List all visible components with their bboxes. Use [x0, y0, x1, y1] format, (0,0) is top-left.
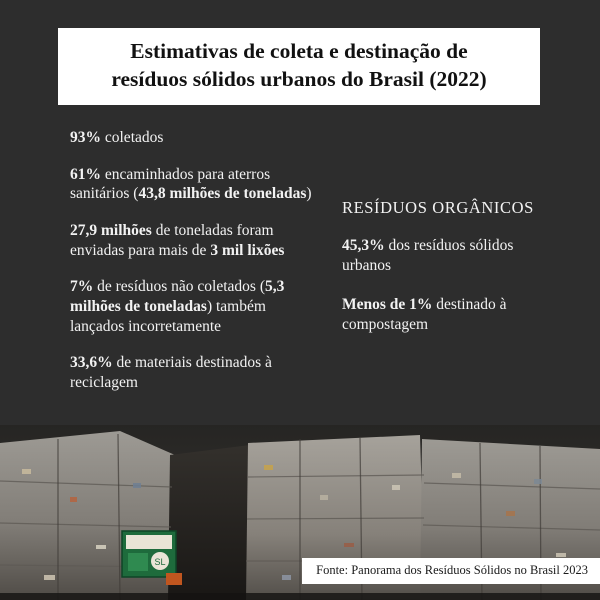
stat-highlight: 45,3%	[342, 237, 385, 254]
stat-item	[70, 277, 320, 336]
stat-item	[70, 128, 320, 148]
page-title-line-2: resíduos sólidos urbanos do Brasil (2022)	[111, 66, 487, 91]
stat-item	[342, 295, 532, 334]
stat-highlight: 93%	[70, 129, 101, 146]
stat-highlight: 33,6%	[70, 354, 113, 372]
stats-columns	[0, 128, 600, 410]
stat-highlight-secondary: 5,3 milhões de toneladas	[70, 278, 285, 316]
right-column-heading: RESÍDUOS ORGÂNICOS	[342, 198, 534, 217]
stat-text-secondary: ) também lançados incorretamente	[70, 298, 266, 335]
stat-highlight: Menos de 1%	[342, 296, 433, 314]
stat-highlight-secondary: 3 mil lixões	[210, 241, 285, 259]
stat-text: de materiais destinados à reciclagem	[70, 354, 272, 392]
stat-highlight-secondary: 43,8 milhões de toneladas	[138, 185, 307, 203]
source-text: Fonte: Panorama dos Resíduos Sólidos no Brasil 2023	[316, 563, 588, 577]
page-title-line-1: Estimativas de coleta e destinação de	[130, 39, 468, 63]
stat-item	[70, 353, 320, 392]
stat-text: encaminhados para aterros sanitários (	[70, 165, 271, 203]
stat-item	[70, 165, 320, 204]
title-panel	[58, 28, 540, 105]
green-placard-icon	[122, 531, 176, 577]
stat-text: destinado à compostagem	[342, 296, 507, 334]
stat-text: coletados	[101, 129, 164, 146]
left-stats-column	[0, 128, 320, 410]
stat-highlight: 7%	[70, 278, 94, 296]
right-stats-column	[320, 128, 600, 355]
orange-tag-icon	[166, 573, 182, 585]
stat-text-secondary: )	[306, 185, 312, 203]
stat-item	[342, 236, 532, 275]
stat-text: dos resíduos sólidos urbanos	[342, 237, 514, 274]
stat-highlight: 61%	[70, 165, 101, 183]
stat-item	[70, 221, 320, 260]
stat-text: de resíduos não coletados (	[93, 278, 265, 296]
stat-text: de toneladas foram enviadas para mais de	[70, 222, 274, 259]
svg-text:SL: SL	[154, 557, 166, 567]
source-bar	[302, 558, 600, 584]
stat-highlight: 27,9 milhões	[70, 222, 152, 240]
